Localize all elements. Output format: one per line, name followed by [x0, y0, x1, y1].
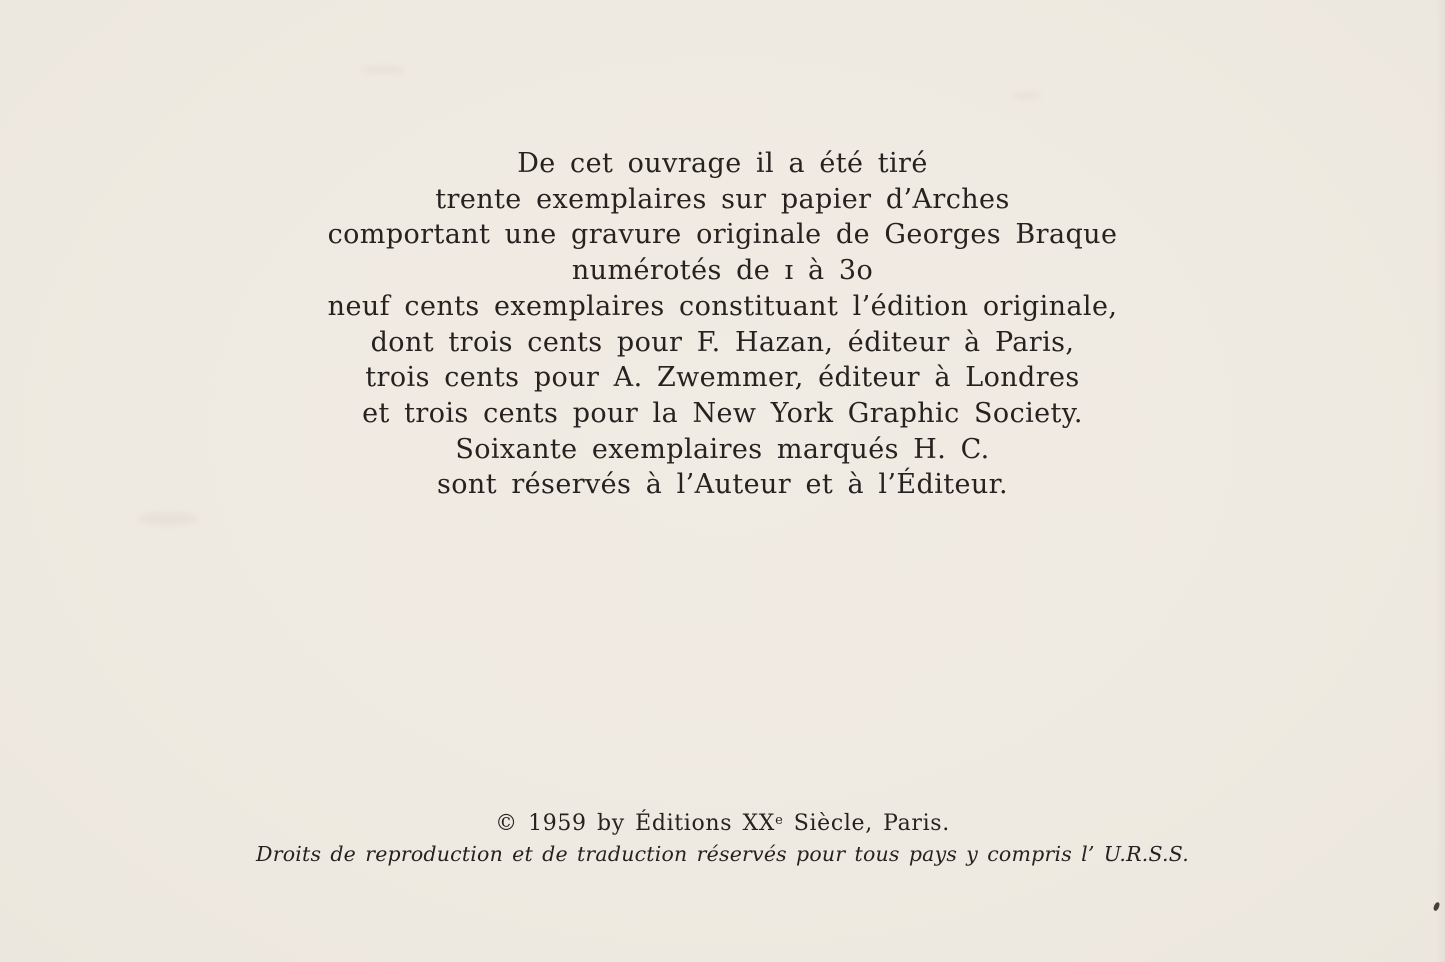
- paper-smudge: [1012, 92, 1042, 99]
- copyright-line: [0, 810, 1445, 841]
- colophon-line: comportant une gravure originale de Georges Braque: [327, 219, 1118, 251]
- colophon-line: et trois cents pour la New York Graphic Society.: [362, 397, 1083, 429]
- colophon-line: sont réservés à l’Auteur et à l’Éditeur.: [437, 469, 1008, 501]
- colophon-line: dont trois cents pour F. Hazan, éditeur à Paris,: [370, 326, 1075, 358]
- paper-smudge: [138, 512, 198, 526]
- colophon-line: neuf cents exemplaires constituant l’édition originale,: [327, 290, 1118, 322]
- paper-smudge: [360, 66, 406, 74]
- colophon-line: trois cents pour A. Zwemmer, éditeur à Londres: [365, 362, 1080, 394]
- colophon-line: De cet ouvrage il a été tiré: [517, 148, 928, 179]
- copyright-text-prefix: © 1959 by Éditions XX: [495, 811, 776, 836]
- colophon-line: Soixante exemplaires marqués H. C.: [455, 433, 990, 465]
- colophon-text-block: [0, 146, 1445, 503]
- colophon-line: numérotés de ɪ à 3o: [571, 255, 874, 287]
- scan-edge-shadow: [1435, 0, 1445, 962]
- copyright-superscript-e: e: [775, 813, 784, 829]
- colophon-line: trente exemplaires sur papier d’Arches: [435, 183, 1010, 215]
- rights-reserved-line: Droits de reproduction et de traduction réservés pour tous pays y compris l’ U.R.S.S.: [256, 842, 1189, 866]
- copyright-text-suffix: Siècle, Paris.: [783, 811, 950, 836]
